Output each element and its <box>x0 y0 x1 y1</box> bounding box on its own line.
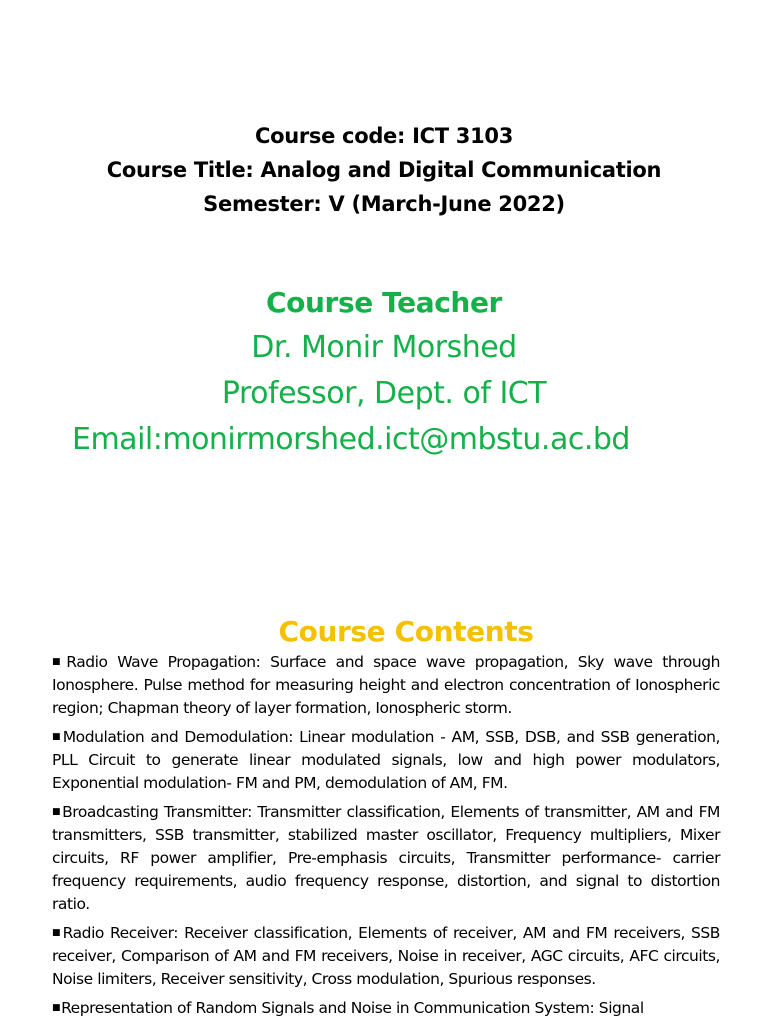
content-item: ■Modulation and Demodulation: Linear modulation - AM, SSB, DSB, and SSB generation, PLL Circuit to generate linear modulated signals, low and high power modulators, Exponential modulation- FM and PM, demodulation of AM, FM. <box>52 728 720 792</box>
course-code: Course code: ICT 3103 <box>254 124 514 148</box>
content-item: ■Radio Wave Propagation: Surface and space wave propagation, Sky wave through Ionosphere. Pulse method for measuring height and electron concentration of Ionospheric region; Chapman theory of layer formation, Ionospheric storm. <box>52 653 720 717</box>
teacher-block <box>0 281 768 463</box>
bullet-icon: ■ <box>52 732 62 742</box>
bullet-icon: ■ <box>52 657 66 667</box>
contents-heading: Course Contents <box>278 615 534 648</box>
teacher-email: Email:monirmorshed.ict@mbstu.ac.bd <box>72 422 630 457</box>
bullet-icon: ■ <box>52 807 62 817</box>
course-contents-list <box>52 651 720 1026</box>
teacher-position: Professor, Dept. of ICT <box>221 376 547 411</box>
content-item: ■Broadcasting Transmitter: Transmitter classification, Elements of transmitter, AM and FM transmitters, SSB transmitter, stabilized master oscillator, Frequency multipliers, Mixer circuits, RF power amplifier, Pre-emphasis circuits, Transmitter performance- carrier frequency requirements, audio frequency response, distortion, and signal to distortion ratio. <box>52 803 720 913</box>
bullet-icon: ■ <box>52 1003 61 1013</box>
course-title: Course Title: Analog and Digital Communication <box>106 158 662 182</box>
content-item: ■Representation of Random Signals and Noise in Communication System: Signal <box>52 999 644 1017</box>
teacher-heading: Course Teacher <box>266 286 502 319</box>
bullet-icon: ■ <box>52 928 62 938</box>
teacher-name: Dr. Monir Morshed <box>251 330 517 365</box>
course-semester: Semester: V (March-June 2022) <box>203 192 565 216</box>
course-info <box>0 119 768 221</box>
content-item: ■Radio Receiver: Receiver classification, Elements of receiver, AM and FM receivers, SSB receiver, Comparison of AM and FM receivers, Noise in receiver, AGC circuits, AFC circuits, Noise limiters, Receiver sensitivity, Cross modulation, Spurious responses. <box>52 924 720 988</box>
